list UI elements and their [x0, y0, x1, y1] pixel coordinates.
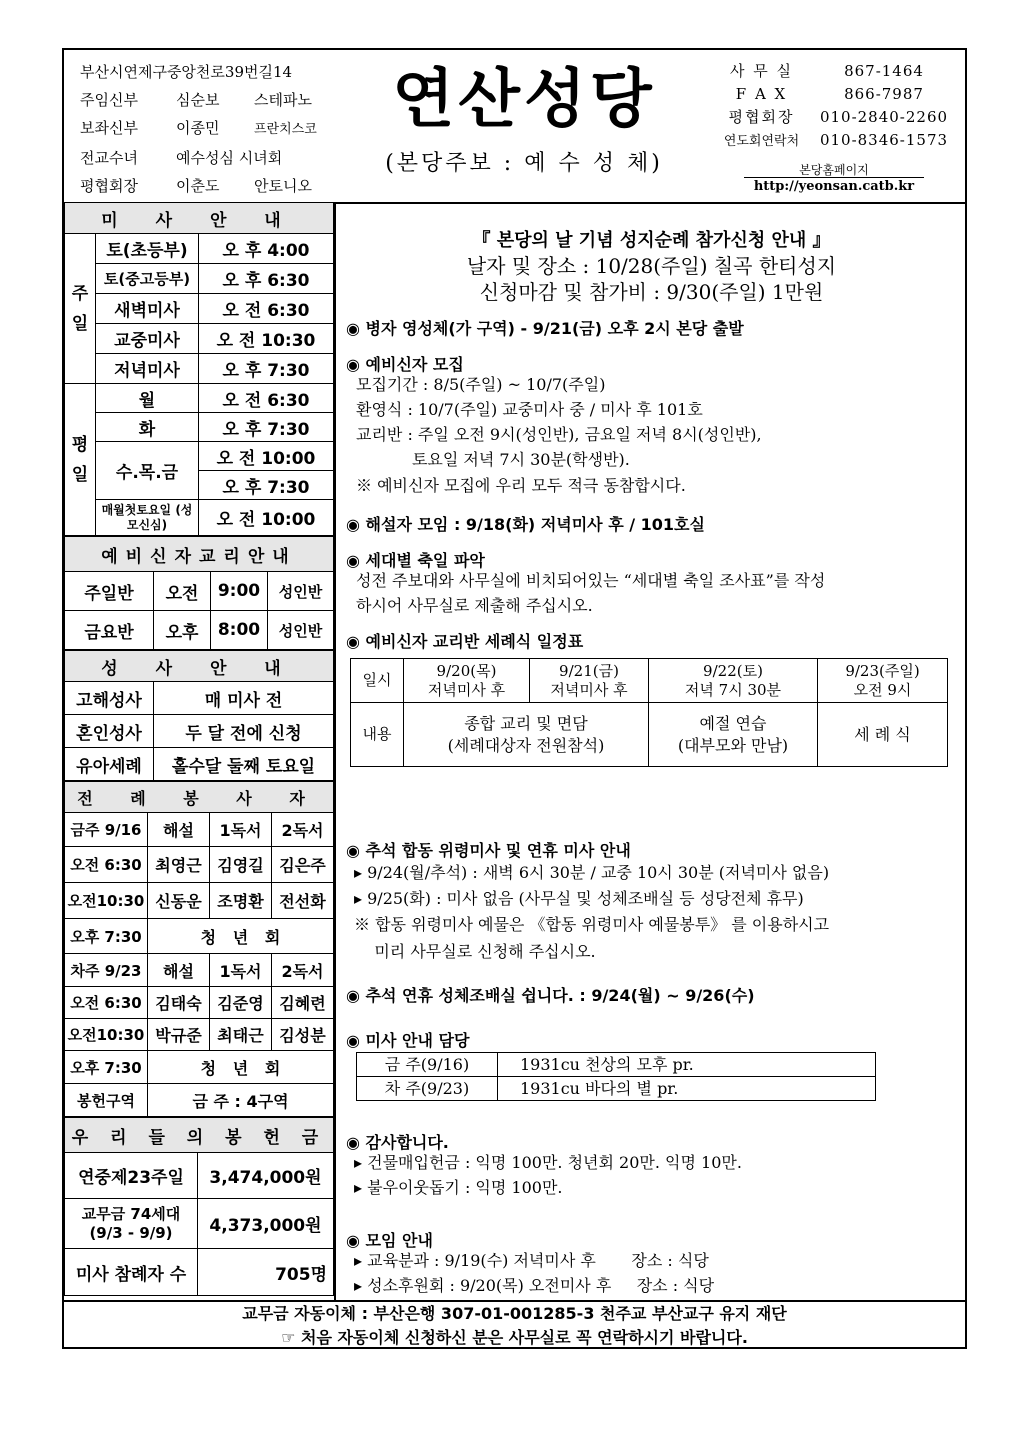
mass-name: 토(초등부) [96, 234, 199, 264]
parish-info [80, 58, 317, 200]
sacrament-desc: 두 달 전에 신청 [154, 715, 334, 748]
sacrament-name: 유아세례 [65, 748, 154, 781]
homepage [744, 163, 924, 194]
meetings-title: ◉ 모임 안내 [346, 1231, 433, 1250]
catechumen-table [64, 536, 334, 650]
server-week: 금주 9/16 [65, 813, 148, 847]
staff-row: 전교수녀 예수성심 시녀회 [80, 149, 283, 167]
guide-text: 1931cu 천상의 모후 pr. [498, 1053, 876, 1077]
server-week: 차주 9/23 [65, 954, 148, 987]
contact-row: 평협회장 010-2840-2260 [728, 108, 949, 126]
sacrament-desc: 매 미사 전 [154, 682, 334, 715]
class-time: 8:00 [211, 611, 268, 650]
offering-area-value: 금 주 : 4구역 [148, 1084, 334, 1117]
class-day: 주일반 [65, 572, 154, 611]
class-type: 성인반 [268, 572, 334, 611]
staff-row: 주임신부 심순보 스테파노 [80, 91, 312, 109]
server-name: 김은주 [271, 847, 333, 883]
schedule-content: 예절 연습 (대부모와 만남) [649, 703, 818, 767]
server-col: 해설 [148, 813, 210, 847]
pilgrimage-title: 『 본당의 날 기념 성지순례 참가신청 안내 』 [472, 230, 831, 251]
mass-time: 오 후 7:30 [199, 354, 334, 384]
server-col: 1독서 [209, 954, 271, 987]
mass-time: 오 전 10:30 [199, 324, 334, 354]
catechumen-line: 토요일 저녁 7시 30분(학생반). [356, 450, 630, 469]
mass-name: 저녁미사 [96, 354, 199, 384]
homepage-label: 본당홈페이지 [799, 163, 869, 177]
server-group: 청 년 회 [148, 1051, 334, 1084]
server-time: 오후 7:30 [65, 919, 148, 954]
schedule-date: 9/22(토) 저녁 7시 30분 [649, 659, 818, 703]
parish-address: 부산시연제구중앙천로39번길14 [80, 63, 293, 81]
mass-time: 오 후 4:00 [199, 234, 334, 264]
server-time: 오전10:30 [65, 883, 148, 919]
autopay-note: ☞ 처음 자동이체 신청하신 분은 사무실로 꼭 연락하시기 바랍니다. [281, 1328, 748, 1347]
server-name: 전선화 [271, 883, 333, 919]
schedule-date: 9/20(목) 저녁미사 후 [404, 659, 530, 703]
sick-communion: ◉ 병자 영성체(가 구역) - 9/21(금) 오후 2시 본당 출발 [346, 319, 744, 338]
contact-row: F A X 866-7987 [735, 85, 924, 103]
class-type: 성인반 [268, 611, 334, 650]
server-name: 박규준 [148, 1019, 210, 1051]
mass-guide-table [356, 1052, 876, 1101]
meetings-line: ▸ 성소후원회 : 9/20(목) 오전미사 후 장소 : 식당 [354, 1276, 715, 1295]
sidebar [64, 202, 336, 1300]
schedule-label: 내용 [351, 703, 404, 767]
mass-header: 미 사 안 내 [65, 203, 334, 234]
thanks-line: ▸ 건물매입헌금 : 익명 100만. 청년회 20만. 익명 10만. [354, 1153, 742, 1172]
contact-row: 연도회연락처 010-8346-1573 [723, 131, 949, 149]
offering-label: 연중제23주일 [65, 1153, 198, 1199]
main-content [336, 202, 967, 1300]
mass-time: 오 후 7:30 [199, 471, 334, 500]
mass-time: 오 전 6:30 [199, 384, 334, 413]
mass-time: 오 전 6:30 [199, 294, 334, 324]
weekday-label: 평일 [65, 384, 96, 536]
class-ampm: 오후 [154, 611, 211, 650]
sacrament-desc: 홀수달 둘째 토요일 [154, 748, 334, 781]
mass-name: 화 [96, 413, 199, 442]
chuseok-line: ※ 합동 위령미사 예물은 《합동 위령미사 예물봉투》 를 이용하시고 [354, 915, 830, 934]
chuseok-title: ◉ 추석 합동 위령미사 및 연휴 미사 안내 [346, 841, 631, 860]
server-name: 김혜련 [271, 987, 333, 1019]
server-name: 김영길 [209, 847, 271, 883]
schedule-label: 일시 [351, 659, 404, 703]
schedule-date: 9/21(금) 저녁미사 후 [530, 659, 649, 703]
chuseok-line: ▸ 9/25(화) : 미사 없음 (사무실 및 성체조배실 등 성당전체 휴무) [354, 889, 804, 908]
commentator-meeting: ◉ 해설자 모임 : 9/18(화) 저녁미사 후 / 101호실 [346, 515, 705, 534]
schedule-content: 세 례 식 [818, 703, 948, 767]
catechumen-line: 교리반 : 주일 오전 9시(성인반), 금요일 저녁 8시(성인반), [356, 425, 762, 444]
server-time: 오후 7:30 [65, 1051, 148, 1084]
blessing-line: 하시어 사무실로 제출해 주십시오. [356, 596, 593, 615]
server-name: 김태숙 [148, 987, 210, 1019]
mass-name: 매월첫토요일 (성모신심) [96, 500, 199, 536]
mass-guide-title: ◉ 미사 안내 담당 [346, 1031, 470, 1050]
offering-value: 3,474,000원 [198, 1153, 334, 1199]
server-name: 김준영 [209, 987, 271, 1019]
thanks-line: ▸ 불우이웃돕기 : 익명 100만. [354, 1178, 563, 1197]
bulletin-title: 연산성당 [392, 63, 656, 137]
server-name: 최태근 [209, 1019, 271, 1051]
schedule-date: 9/23(주일) 오전 9시 [818, 659, 948, 703]
mass-table [64, 202, 334, 536]
mass-time: 오 전 10:00 [199, 442, 334, 471]
servers-table [64, 781, 334, 1117]
staff-row: 보좌신부 이종민 프란치스코 [80, 119, 317, 137]
bulletin-subtitle: (본당주보 : 예 수 성 체) [385, 151, 663, 176]
server-time: 오전 6:30 [65, 987, 148, 1019]
server-name: 최영근 [148, 847, 210, 883]
sacrament-header: 성 사 안 내 [65, 651, 334, 682]
class-day: 금요반 [65, 611, 154, 650]
baptism-schedule-table [350, 658, 948, 767]
chuseok-line: 미리 사무실로 신청해 주십시오. [354, 942, 596, 961]
offering-value: 4,373,000원 [198, 1199, 334, 1249]
catechumen-line: ※ 예비신자 모집에 우리 모두 적극 동참합시다. [356, 476, 686, 495]
class-time: 9:00 [211, 572, 268, 611]
offering-area-label: 봉헌구역 [65, 1084, 148, 1117]
offering-label: 미사 참례자 수 [65, 1249, 198, 1296]
pilgrimage-line: 신청마감 및 참가비 : 9/30(주일) 1만원 [479, 280, 824, 304]
baptism-schedule-title: ◉ 예비신자 교리반 세례식 일정표 [346, 632, 584, 651]
chuseok-line: ▸ 9/24(월/추석) : 새벽 6시 30분 / 교중 10시 30분 (저녁미사 없음) [354, 863, 830, 882]
homepage-link[interactable]: http://yeonsan.catb.kr [744, 177, 924, 194]
guide-week: 차 주(9/23) [357, 1077, 498, 1101]
server-name: 조명환 [209, 883, 271, 919]
mass-name: 교중미사 [96, 324, 199, 354]
contact-info [709, 60, 954, 153]
blessing-title: ◉ 세대별 축일 파악 [346, 551, 485, 570]
adoration-notice: ◉ 추석 연휴 성체조배실 쉽니다. : 9/24(월) ~ 9/26(수) [346, 986, 755, 1005]
server-col: 해설 [148, 954, 210, 987]
server-time: 오전 6:30 [65, 847, 148, 883]
mass-name: 새벽미사 [96, 294, 199, 324]
mass-name: 월 [96, 384, 199, 413]
sacrament-table [64, 650, 334, 781]
guide-text: 1931cu 바다의 별 pr. [498, 1077, 876, 1101]
mass-time: 오 후 6:30 [199, 264, 334, 294]
catechumen-header: 예비신자교리안내 [65, 537, 334, 572]
autopay-info: 교무금 자동이체 : 부산은행 307-01-001285-3 천주교 부산교구 유지 재단 [242, 1304, 787, 1323]
meetings-line: ▸ 교육분과 : 9/19(수) 저녁미사 후 장소 : 식당 [354, 1251, 709, 1270]
mass-name: 수.목.금 [96, 442, 199, 500]
contact-row: 사 무 실 867-1464 [729, 62, 924, 80]
bulletin-footer [64, 1300, 965, 1351]
guide-week: 금 주(9/16) [357, 1053, 498, 1077]
server-col: 2독서 [271, 813, 333, 847]
servers-header: 전 례 봉 사 자 [65, 782, 334, 813]
server-col: 2독서 [271, 954, 333, 987]
sacrament-name: 고해성사 [65, 682, 154, 715]
sunday-label: 주일 [65, 234, 96, 384]
catechumen-line: 환영식 : 10/7(주일) 교중미사 중 / 미사 후 101호 [356, 400, 703, 419]
bulletin-header [64, 50, 965, 204]
sacrament-name: 혼인성사 [65, 715, 154, 748]
server-time: 오전10:30 [65, 1019, 148, 1051]
bulletin-page [62, 48, 967, 1349]
schedule-content: 종합 교리 및 면담 (세례대상자 전원참석) [404, 703, 649, 767]
pilgrimage-line: 날자 및 장소 : 10/28(주일) 칠곡 한티성지 [466, 254, 837, 278]
offering-header: 우 리 들 의 봉 헌 금 [65, 1118, 334, 1153]
staff-row: 평협회장 이춘도 안토니오 [80, 177, 312, 195]
server-col: 1독서 [209, 813, 271, 847]
offering-value: 705명 [198, 1249, 334, 1296]
mass-time: 오 후 7:30 [199, 413, 334, 442]
offering-table [64, 1117, 334, 1296]
thanks-title: ◉ 감사합니다. [346, 1133, 449, 1152]
catechumen-line: 모집기간 : 8/5(주일) ~ 10/7(주일) [356, 375, 606, 394]
mass-name: 토(중고등부) [96, 264, 199, 294]
server-name: 신동운 [148, 883, 210, 919]
class-ampm: 오전 [154, 572, 211, 611]
server-name: 김성분 [271, 1019, 333, 1051]
offering-label: 교무금 74세대 (9/3 - 9/9) [65, 1199, 198, 1249]
mass-time: 오 전 10:00 [199, 500, 334, 536]
catechumen-title: ◉ 예비신자 모집 [346, 355, 464, 374]
blessing-line: 성전 주보대와 사무실에 비치되어있는 “세대별 축일 조사표”를 작성 [356, 571, 826, 590]
server-group: 청 년 회 [148, 919, 334, 954]
